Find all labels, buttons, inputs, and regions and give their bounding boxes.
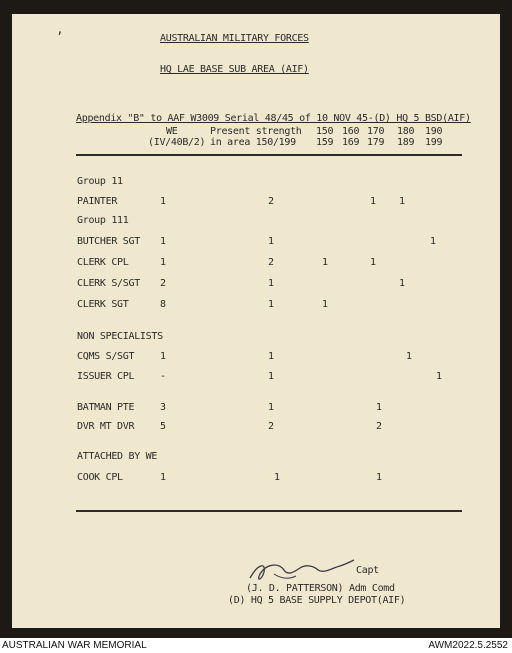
archive-footer [0, 638, 512, 653]
row-we: 1 [160, 236, 166, 247]
row-c190: 1 [436, 371, 442, 382]
col-range-180: 180 [397, 126, 415, 137]
row-c180: 1 [406, 351, 412, 362]
row-label: CQMS S/SGT [77, 351, 135, 362]
row-c170: 1 [370, 196, 376, 207]
row-we: 2 [160, 278, 166, 289]
row-label: NON SPECIALISTS [77, 331, 163, 342]
heading-unit: HQ LAE BASE SUB AREA (AIF) [160, 64, 309, 75]
col-we-bottom: (IV/40B/2) [148, 137, 206, 148]
col-present-bottom: in area 150/199 [210, 137, 296, 148]
row-we: 5 [160, 421, 166, 432]
handwritten-signature [244, 552, 356, 586]
signature-rank: Capt [356, 565, 379, 576]
row-present: 1 [268, 402, 274, 413]
row-label: Group 111 [77, 215, 129, 226]
row-label: CLERK CPL [77, 257, 129, 268]
row-c190: 1 [430, 236, 436, 247]
header-rule [76, 154, 462, 156]
document-page [12, 14, 500, 628]
col-range-190: 190 [425, 126, 443, 137]
row-present: 2 [268, 196, 274, 207]
row-present: 1 [268, 299, 274, 310]
col-range-179: 179 [367, 137, 385, 148]
appendix-line: Appendix "B" to AAF W3009 Serial 48/45 of 10 NOV 45-(D) HQ 5 BSD(AIF) [76, 113, 471, 124]
row-we: - [160, 371, 166, 382]
row-c160: 1 [322, 299, 328, 310]
row-label: COOK CPL [77, 472, 123, 483]
col-range-150: 150 [316, 126, 334, 137]
row-label: DVR MT DVR [77, 421, 135, 432]
row-label: PAINTER [77, 196, 118, 207]
col-range-199: 199 [425, 137, 443, 148]
col-range-169: 169 [342, 137, 360, 148]
col-present-top: Present strength [210, 126, 302, 137]
row-present: 2 [268, 257, 274, 268]
row-we: 8 [160, 299, 166, 310]
row-label: Group 11 [77, 176, 123, 187]
row-present: 1 [268, 236, 274, 247]
col-range-170: 170 [367, 126, 385, 137]
row-we: 1 [160, 257, 166, 268]
row-label: ISSUER CPL [77, 371, 135, 382]
row-label: BUTCHER SGT [77, 236, 140, 247]
row-present: 1 [268, 351, 274, 362]
footer-rule [76, 510, 462, 512]
row-label: BATMAN PTE [77, 402, 135, 413]
row-label: CLERK SGT [77, 299, 129, 310]
row-label: ATTACHED BY WE [77, 451, 158, 462]
row-c170: 1 [376, 472, 382, 483]
row-present: 1 [268, 278, 274, 289]
col-range-189: 189 [397, 137, 415, 148]
row-c170: 2 [376, 421, 382, 432]
ink-mark: ʼ [56, 30, 64, 44]
row-c180: 1 [399, 278, 405, 289]
row-present: 1 [268, 371, 274, 382]
row-we: 1 [160, 472, 166, 483]
signature-unit: (D) HQ 5 BASE SUPPLY DEPOT(AIF) [228, 595, 406, 606]
row-we: 1 [160, 351, 166, 362]
footer-source: AUSTRALIAN WAR MEMORIAL [2, 640, 147, 651]
row-we: 3 [160, 402, 166, 413]
col-we-top: WE [166, 126, 178, 137]
row-label: CLERK S/SGT [77, 278, 140, 289]
row-c170: 1 [376, 402, 382, 413]
heading-org: AUSTRALIAN MILITARY FORCES [160, 33, 309, 44]
row-c170: 1 [370, 257, 376, 268]
footer-accession: AWM2022.5.2552 [428, 640, 508, 651]
col-range-159: 159 [316, 137, 334, 148]
row-c160: 1 [322, 257, 328, 268]
row-c180: 1 [399, 196, 405, 207]
row-present: 2 [268, 421, 274, 432]
row-present: 1 [274, 472, 280, 483]
signature-name: (J. D. PATTERSON) Adm Comd [246, 583, 395, 594]
row-we: 1 [160, 196, 166, 207]
col-range-160: 160 [342, 126, 360, 137]
